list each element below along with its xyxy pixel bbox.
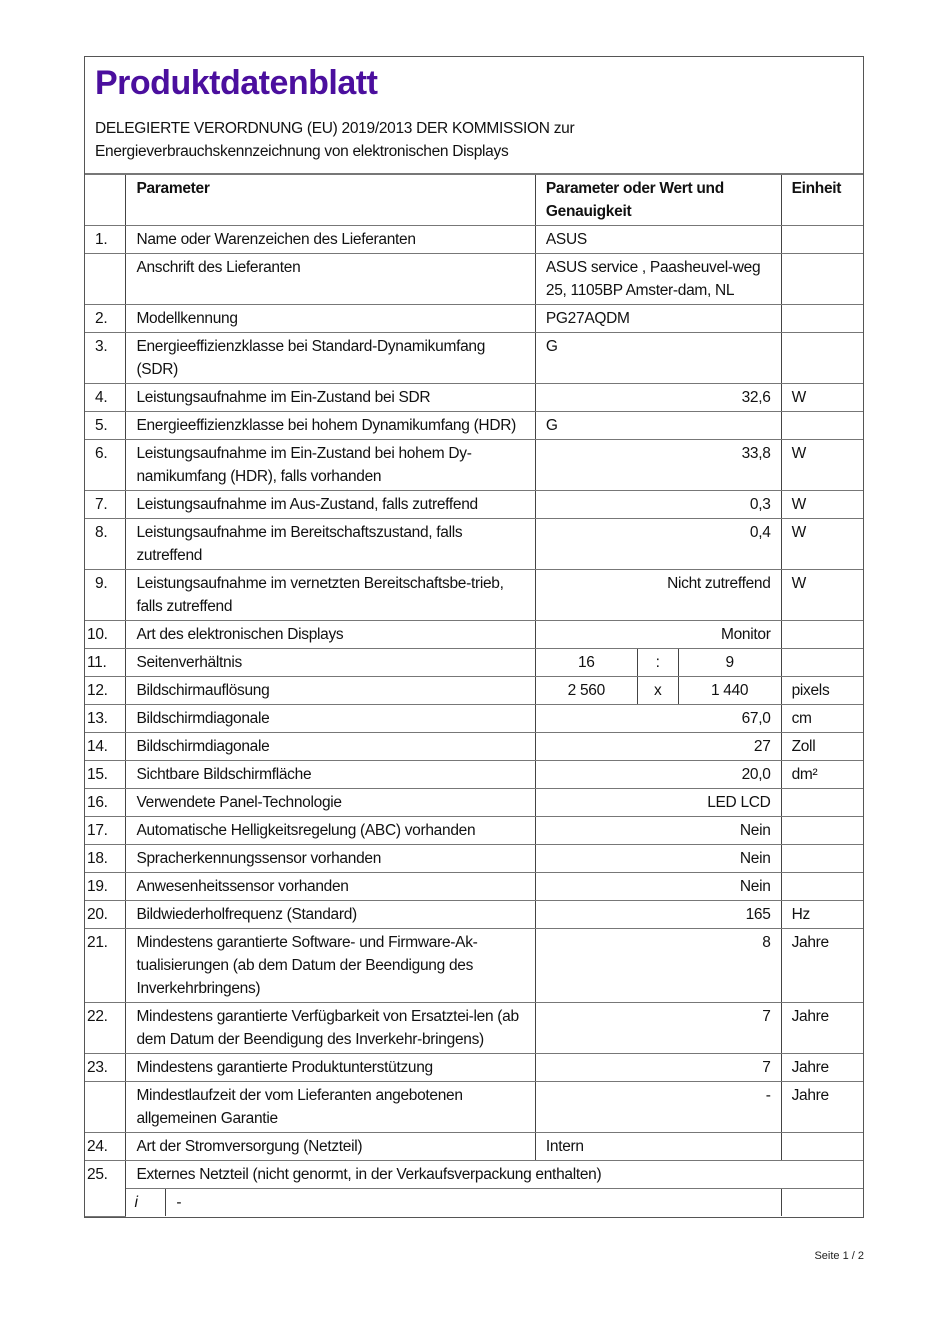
table-row-25-sub bbox=[85, 1189, 863, 1217]
row-parameter: Bildschirmdiagonale bbox=[126, 733, 535, 761]
regulation-line-1: DELEGIERTE VERORDNUNG (EU) 2019/2013 DER KOMMISSION zur bbox=[95, 120, 575, 137]
row-value: G bbox=[535, 333, 781, 384]
row-value: Monitor bbox=[535, 621, 781, 649]
row-number: 24. bbox=[85, 1133, 126, 1161]
row-number: 19. bbox=[85, 873, 126, 901]
row-parameter: Leistungsaufnahme im Bereitschaftszustand, falls zutreffend bbox=[126, 519, 535, 570]
row-value: 0,3 bbox=[535, 491, 781, 519]
row-number: 7. bbox=[85, 491, 126, 519]
row-value: Intern bbox=[535, 1133, 781, 1161]
row-parameter: Sichtbare Bildschirmfläche bbox=[126, 761, 535, 789]
table-row bbox=[85, 1054, 863, 1082]
row-value: 0,4 bbox=[535, 519, 781, 570]
table-row bbox=[85, 621, 863, 649]
row-parameter: Leistungsaufnahme im vernetzten Bereitschaftsbe-trieb, falls zutreffend bbox=[126, 570, 535, 621]
parameter-table bbox=[85, 175, 863, 1217]
row-number: 8. bbox=[85, 519, 126, 570]
table-row bbox=[85, 845, 863, 873]
row-number: 9. bbox=[85, 570, 126, 621]
row-number: 25. bbox=[85, 1161, 126, 1217]
row-value-a: 2 560 bbox=[535, 677, 637, 705]
row-value: Nicht zutreffend bbox=[535, 570, 781, 621]
row-unit: cm bbox=[781, 705, 863, 733]
row-unit: Jahre bbox=[781, 1054, 863, 1082]
row-unit: W bbox=[781, 384, 863, 412]
row-number: 15. bbox=[85, 761, 126, 789]
table-row bbox=[85, 929, 863, 1003]
row-parameter: Anwesenheitssensor vorhanden bbox=[126, 873, 535, 901]
row-parameter: Energieeffizienzklasse bei hohem Dynamikumfang (HDR) bbox=[126, 412, 535, 440]
row-number: 16. bbox=[85, 789, 126, 817]
row-number: 3. bbox=[85, 333, 126, 384]
table-row bbox=[85, 677, 863, 705]
product-data-sheet bbox=[84, 56, 864, 1218]
row-value: ASUS service , Paasheuvel-weg 25, 1105BP Amster-dam, NL bbox=[535, 254, 781, 305]
table-row bbox=[85, 649, 863, 677]
row-parameter: Verwendete Panel-Technologie bbox=[126, 789, 535, 817]
row-number: 13. bbox=[85, 705, 126, 733]
row-unit: Jahre bbox=[781, 1003, 863, 1054]
row-number: 11. bbox=[85, 649, 126, 677]
row-value: 7 bbox=[535, 1054, 781, 1082]
table-row bbox=[85, 519, 863, 570]
row-unit bbox=[781, 845, 863, 873]
table-row bbox=[85, 705, 863, 733]
table-row bbox=[85, 491, 863, 519]
row-value: 165 bbox=[535, 901, 781, 929]
row-value-separator: x bbox=[637, 677, 678, 705]
row-parameter: Art der Stromversorgung (Netzteil) bbox=[126, 1133, 535, 1161]
row-value: PG27AQDM bbox=[535, 305, 781, 333]
table-header-row bbox=[85, 175, 863, 226]
row-unit: Hz bbox=[781, 901, 863, 929]
header-unit: Einheit bbox=[781, 175, 863, 226]
row-parameter: Mindestlaufzeit der vom Lieferanten angebotenen allgemeinen Garantie bbox=[126, 1082, 535, 1133]
row-unit bbox=[781, 873, 863, 901]
table-row bbox=[85, 1003, 863, 1054]
row-value: LED LCD bbox=[535, 789, 781, 817]
row-value: Nein bbox=[535, 845, 781, 873]
row-unit bbox=[781, 254, 863, 305]
row-unit bbox=[781, 333, 863, 384]
regulation-line-2: Energieverbrauchskennzeichnung von elektronischen Displays bbox=[95, 143, 509, 160]
row-value: 7 bbox=[535, 1003, 781, 1054]
table-row bbox=[85, 1133, 863, 1161]
table-row bbox=[85, 817, 863, 845]
row-parameter: Mindestens garantierte Produktunterstützung bbox=[126, 1054, 535, 1082]
table-row bbox=[85, 873, 863, 901]
row-value: 33,8 bbox=[535, 440, 781, 491]
row-parameter: Bildschirmdiagonale bbox=[126, 705, 535, 733]
row-parameter: Mindestens garantierte Software- und Firmware-Ak-tualisierungen (ab dem Datum der Beendigung des Inverkehrbringens) bbox=[126, 929, 535, 1003]
row-unit bbox=[781, 817, 863, 845]
table-row bbox=[85, 1082, 863, 1133]
row-number: 21. bbox=[85, 929, 126, 1003]
row-number: 10. bbox=[85, 621, 126, 649]
header-num bbox=[85, 175, 126, 226]
row-number bbox=[85, 1082, 126, 1133]
table-row bbox=[85, 305, 863, 333]
row-unit: pixels bbox=[781, 677, 863, 705]
row-unit bbox=[781, 649, 863, 677]
row-number: 5. bbox=[85, 412, 126, 440]
row-parameter: Modellkennung bbox=[126, 305, 535, 333]
table-row bbox=[85, 789, 863, 817]
page-number: Seite 1 / 2 bbox=[814, 1250, 864, 1262]
row-parameter: Automatische Helligkeitsregelung (ABC) vorhanden bbox=[126, 817, 535, 845]
row-number: 23. bbox=[85, 1054, 126, 1082]
table-row bbox=[85, 333, 863, 384]
table-row bbox=[85, 440, 863, 491]
table-row bbox=[85, 901, 863, 929]
row-parameter: Seitenverhältnis bbox=[126, 649, 535, 677]
row-parameter: Externes Netzteil (nicht genormt, in der Verkaufsverpackung enthalten) bbox=[126, 1161, 863, 1189]
row-value-separator: : bbox=[637, 649, 678, 677]
row-number: 17. bbox=[85, 817, 126, 845]
table-row bbox=[85, 254, 863, 305]
row-number bbox=[85, 254, 126, 305]
table-row bbox=[85, 384, 863, 412]
row-unit: W bbox=[781, 570, 863, 621]
table-row bbox=[85, 761, 863, 789]
row-value: 8 bbox=[535, 929, 781, 1003]
row-number: 6. bbox=[85, 440, 126, 491]
row-value: - bbox=[535, 1082, 781, 1133]
row-unit bbox=[781, 412, 863, 440]
table-row-25 bbox=[85, 1161, 863, 1189]
row-parameter: Leistungsaufnahme im Ein-Zustand bei SDR bbox=[126, 384, 535, 412]
row-unit: W bbox=[781, 491, 863, 519]
row-parameter: Energieeffizienzklasse bei Standard-Dynamikumfang (SDR) bbox=[126, 333, 535, 384]
row-unit: W bbox=[781, 440, 863, 491]
row-unit bbox=[781, 789, 863, 817]
row-value: G bbox=[535, 412, 781, 440]
row-parameter: Bildschirmauflösung bbox=[126, 677, 535, 705]
row-parameter: Mindestens garantierte Verfügbarkeit von Ersatztei-len (ab dem Datum der Beendigung des Inverkehr-bringens) bbox=[126, 1003, 535, 1054]
sheet-header bbox=[85, 57, 863, 175]
row-unit: Zoll bbox=[781, 733, 863, 761]
table-row bbox=[85, 570, 863, 621]
row-value: 32,6 bbox=[535, 384, 781, 412]
row-value-b: 1 440 bbox=[678, 677, 781, 705]
row-parameter: Leistungsaufnahme im Ein-Zustand bei hohem Dy-namikumfang (HDR), falls vorhanden bbox=[126, 440, 535, 491]
row-parameter: Bildwiederholfrequenz (Standard) bbox=[126, 901, 535, 929]
sub-value: - bbox=[166, 1189, 781, 1217]
row-value: 67,0 bbox=[535, 705, 781, 733]
row-unit: W bbox=[781, 519, 863, 570]
row-unit: Jahre bbox=[781, 1082, 863, 1133]
header-parameter: Parameter bbox=[126, 175, 535, 226]
row-value-b: 9 bbox=[678, 649, 781, 677]
row-unit bbox=[781, 226, 863, 254]
row-value: ASUS bbox=[535, 226, 781, 254]
table-row bbox=[85, 733, 863, 761]
row-number: 2. bbox=[85, 305, 126, 333]
row-unit: dm² bbox=[781, 761, 863, 789]
row-number: 4. bbox=[85, 384, 126, 412]
row-parameter: Art des elektronischen Displays bbox=[126, 621, 535, 649]
row-unit bbox=[781, 621, 863, 649]
table-row bbox=[85, 412, 863, 440]
row-number: 18. bbox=[85, 845, 126, 873]
row-value: 27 bbox=[535, 733, 781, 761]
row-unit bbox=[781, 305, 863, 333]
row-value-a: 16 bbox=[535, 649, 637, 677]
row-parameter: Anschrift des Lieferanten bbox=[126, 254, 535, 305]
row-parameter: Name oder Warenzeichen des Lieferanten bbox=[126, 226, 535, 254]
row-parameter: Spracherkennungssensor vorhanden bbox=[126, 845, 535, 873]
row-unit: Jahre bbox=[781, 929, 863, 1003]
row-number: 12. bbox=[85, 677, 126, 705]
table-row bbox=[85, 226, 863, 254]
row-number: 22. bbox=[85, 1003, 126, 1054]
header-value: Parameter oder Wert und Genauigkeit bbox=[535, 175, 781, 226]
row-value: 20,0 bbox=[535, 761, 781, 789]
row-value: Nein bbox=[535, 817, 781, 845]
row-value: Nein bbox=[535, 873, 781, 901]
row-unit bbox=[781, 1133, 863, 1161]
row-parameter: Leistungsaufnahme im Aus-Zustand, falls zutreffend bbox=[126, 491, 535, 519]
sub-unit bbox=[781, 1189, 863, 1217]
page-title: Produktdatenblatt bbox=[95, 64, 378, 102]
row-number: 20. bbox=[85, 901, 126, 929]
row-number: 1. bbox=[85, 226, 126, 254]
row-number: 14. bbox=[85, 733, 126, 761]
sub-label: i bbox=[126, 1189, 166, 1217]
